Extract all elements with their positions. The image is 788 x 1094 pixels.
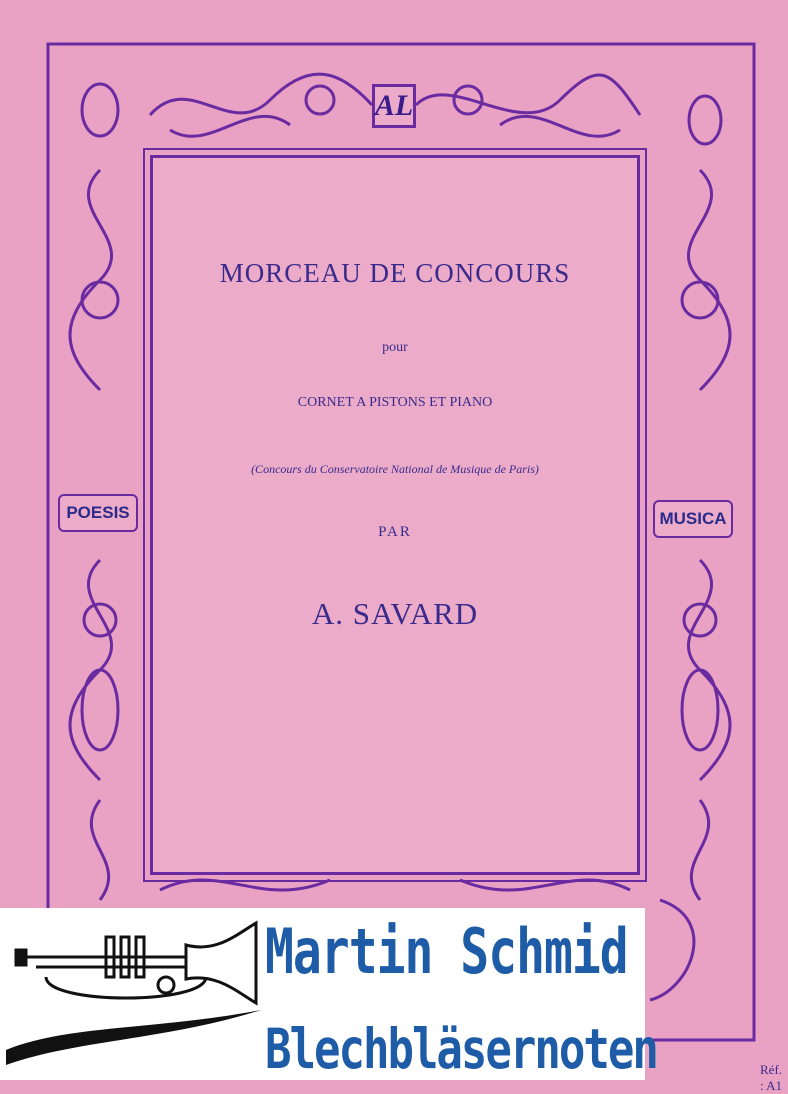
concours-note: (Concours du Conservatoire National de Musique de Paris) bbox=[251, 462, 539, 476]
trumpet-icon bbox=[6, 915, 261, 1065]
poesis-medallion: POESIS bbox=[58, 494, 138, 532]
publisher-monogram: AL bbox=[372, 84, 416, 128]
logo-line-2: Blechbläsernoten bbox=[265, 1018, 657, 1082]
logo-line-1: Martin Schmid bbox=[265, 916, 628, 989]
work-title: MORCEAU DE CONCOURS bbox=[219, 258, 571, 288]
pour-text: pour bbox=[382, 340, 408, 355]
par-text: PAR bbox=[378, 524, 412, 540]
composer-name: A. SAVARD bbox=[311, 596, 479, 631]
reference-number: Réf. : A1 bbox=[760, 1062, 783, 1093]
musica-medallion: MUSICA bbox=[653, 500, 733, 538]
instrumentation: CORNET A PISTONS ET PIANO bbox=[297, 395, 493, 410]
